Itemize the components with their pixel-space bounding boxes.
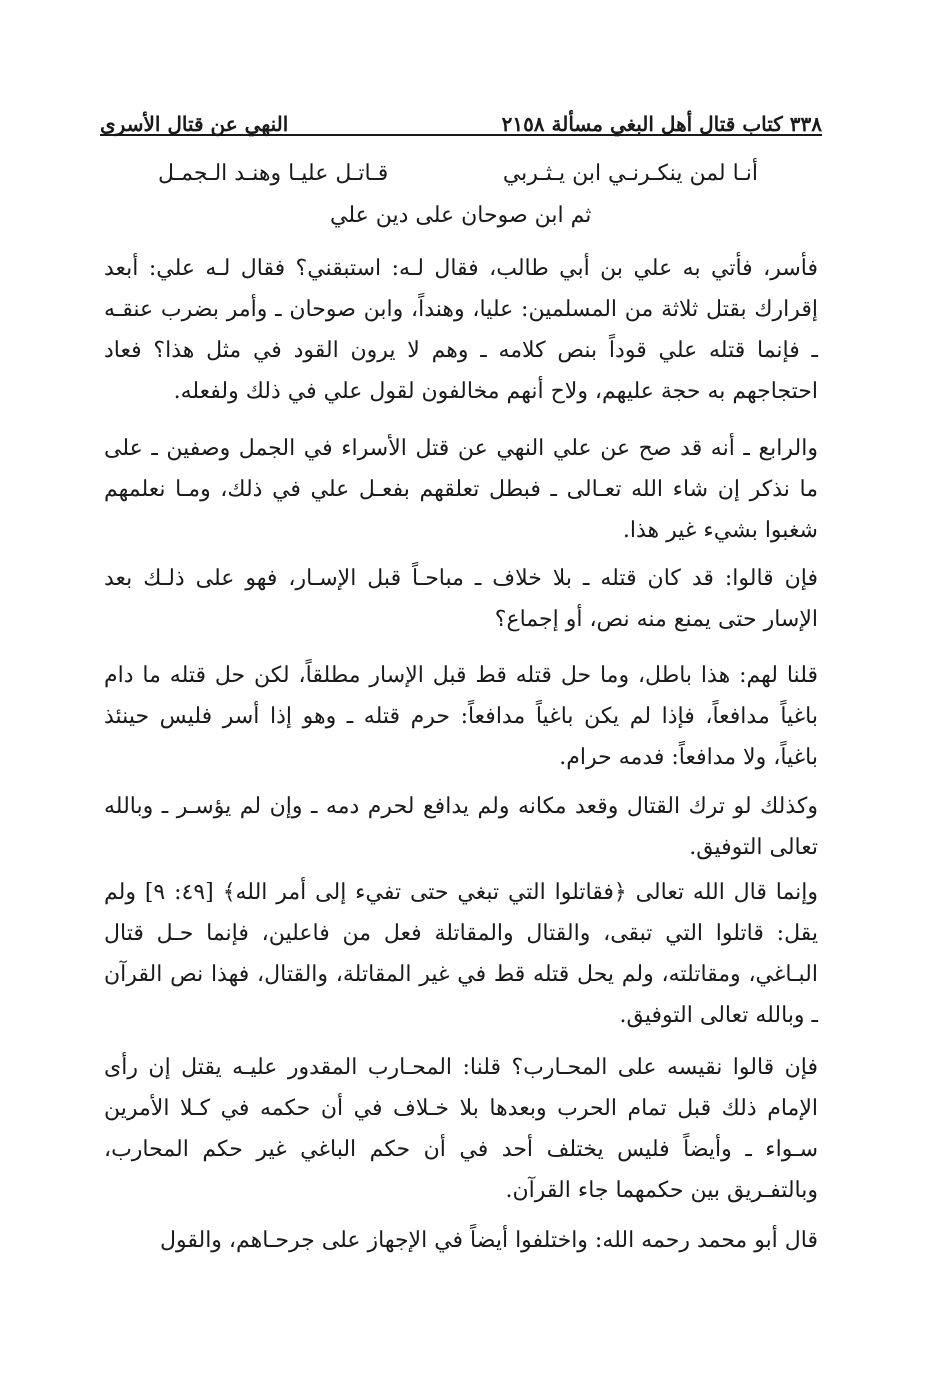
- poem-hemistich-1: أنـا لمن ينكـرنـي ابن يـثـربي: [502, 161, 758, 186]
- section-title: النهي عن قتال الأسرى: [100, 112, 289, 136]
- paragraph-8: قال أبو محمد رحمه الله: واختلفوا أيضاً في الإجهاز على جرحـاهم، والقول: [160, 1228, 818, 1253]
- page-number: ٣٣٨: [789, 112, 822, 136]
- poem-hemistich-2: قـاتـل عليـا وهنـد الـجمـل: [158, 161, 389, 186]
- paragraph-2: والرابع ـ أنه قد صح عن علي النهي عن قتل الأسراء في الجمل وصفين ـ على ما نذكر إن شاء الله تعـالى ـ فبطل تعلقهم بفعـل علي في ذلك، ومـا نعلمهم شغبوا بشيء غير هذا.: [104, 436, 818, 543]
- paragraph-1: فأسر، فأتي به علي بن أبي طالب، فقال لـه: استبقني؟ فقال لـه علي: أبعد إقرارك بقتل ثلاثة من المسلمين: عليا، وهنداً، وابن صوحان ـ وأمر بضرب عنقـه ـ فإنما قتله علي قوداً بنص كلامه ـ وهم لا يرون القود في مثل هذا؟ فعاد احتجاجهم به حجة عليهم، ولاح أنهم مخالفون لقول علي في ذلك ولفعله.: [104, 256, 818, 404]
- paragraph-4: قلنا لهم: هذا باطل، وما حل قتله قط قبل الإسار مطلقاً، لكن حل قتله ما دام باغياً مدافعاً، فإذا لم يكن باغياً مدافعاً: حرم قتله ـ وهو إذا أسر فليس حينئذ باغياً، ولا مدافعاً: فدمه حرام.: [104, 663, 818, 770]
- paragraph-5: وكذلك لو ترك القتال وقعد مكانه ولم يدافع لحرم دمه ـ وإن لم يؤسـر ـ وبالله تعالى التوفيق.: [104, 794, 818, 860]
- book-title: كتاب قتال أهل البغي: [609, 112, 783, 136]
- header-left-group: [502, 112, 822, 136]
- paragraph-3: فإن قالوا: قد كان قتله ـ بلا خلاف ـ مباحـاً قبل الإسـار، فهو على ذلـك بعد الإسار حتى يمنع منه نص، أو إجماع؟: [104, 566, 818, 632]
- issue-number: مسألة ٢١٥٨: [501, 112, 603, 136]
- header-divider: [100, 134, 822, 136]
- paragraph-7: فإن قالوا نقيسه على المحـارب؟ قلنا: المحـارب المقدور عليـه يقتل إن رأى الإمام ذلك قبل تمام الحرب وبعدها بلا خـلاف في أن حكمه في كـلا الأمرين سـواء ـ وأيضاً فليس يختلف أحد في أن حكم الباغي غير حكم المحارب، وبالتفـريق بين حكمهما جاء القرآن.: [104, 1055, 818, 1203]
- poem-line-2: ثم ابن صوحان على دين علي: [330, 203, 592, 228]
- running-header: [100, 96, 822, 136]
- paragraph-6: وإنما قال الله تعالى ﴿فقاتلوا التي تبغي حتى تفيء إلى أمر الله﴾ [٤٩: ٩] ولم يقل: قاتلوا التي تبقى، والقتال والمقاتلة فعل من فاعلين، فإنما حـل قتال البـاغي، ومقاتلته، ولم يحل قتله قط في غير المقاتلة، والقتال، فهذا نص القرآن ـ وبالله تعالى التوفيق.: [104, 880, 819, 1028]
